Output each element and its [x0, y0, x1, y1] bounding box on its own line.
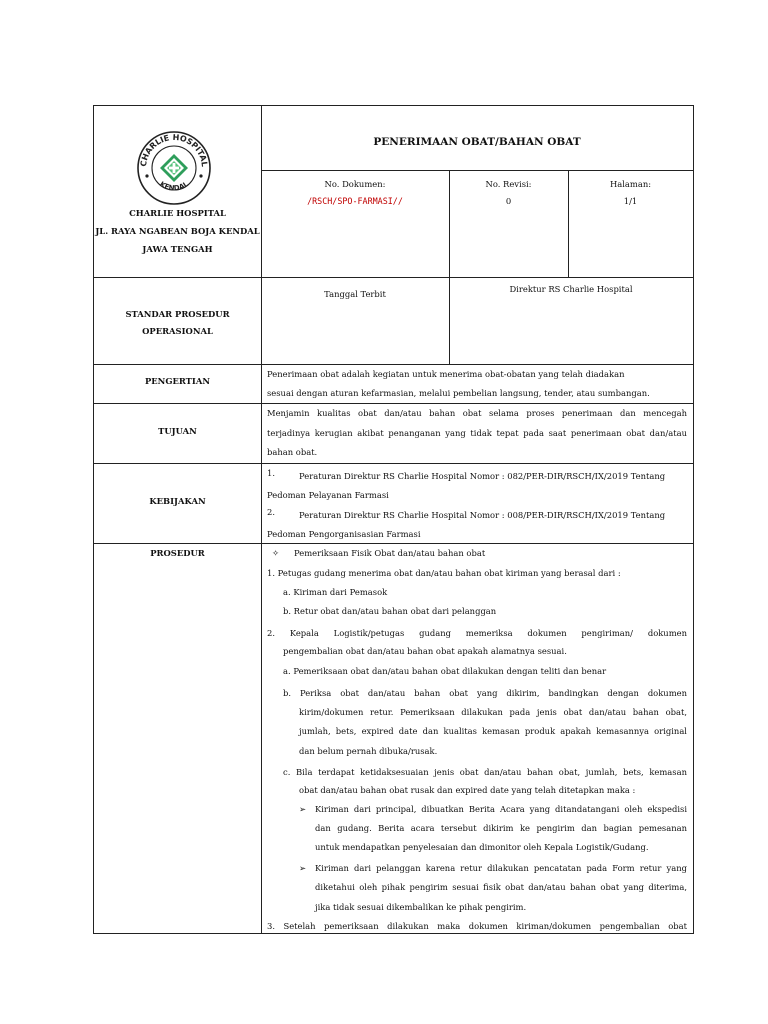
page-label: Halaman: — [609, 179, 652, 189]
sop-label-line2: OPERASIONAL — [142, 326, 213, 336]
kebijakan-item2-line2: Pedoman Pengorganisasian Farmasi — [267, 529, 421, 539]
kebijakan-item2-line1: Peraturan Direktur RS Charlie Hospital Nomor : 008/PER-DIR/RSCH/IX/2019 Tentang — [299, 510, 666, 520]
pengertian-label: PENGERTIAN — [145, 376, 210, 386]
prosedur-step2b-line4: dan belum pernah dibuka/rusak. — [299, 746, 438, 756]
prosedur-bullet1-line1: Kiriman dari principal, dibuatkan Berita Acara yang ditandatangani oleh ekspedisi — [315, 804, 687, 814]
prosedur-bullet2-line3: jika tidak sesuai dikembalikan ke pihak pengirim. — [315, 902, 527, 912]
kebijakan-item1-number: 1. — [267, 468, 275, 478]
divider-title — [261, 170, 693, 171]
prosedur-bullet2-line1: Kiriman dari pelanggan karena retur dilakukan pencatatan pada Form retur yang — [315, 863, 687, 873]
tujuan-line3: bahan obat. — [267, 447, 318, 457]
revision-value: 0 — [505, 196, 512, 206]
pengertian-line1: Penerimaan obat adalah kegiatan untuk menerima obat-obatan yang telah diadakan — [267, 369, 625, 379]
revision-label: No. Revisi: — [485, 179, 532, 189]
tujuan-line1: Menjamin kualitas obat dan/atau bahan obat selama proses penerimaan dan mencegah — [267, 408, 687, 418]
director-label: Direktur RS Charlie Hospital — [509, 284, 633, 294]
issue-date-label: Tanggal Terbit — [324, 289, 386, 299]
kebijakan-item1-line1: Peraturan Direktur RS Charlie Hospital Nomor : 082/PER-DIR/RSCH/IX/2019 Tentang — [299, 471, 666, 481]
hospital-logo — [136, 130, 212, 206]
sop-document — [93, 105, 694, 934]
divider-tujuan — [94, 463, 693, 464]
prosedur-step2a: a. Pemeriksaan obat dan/atau bahan obat dilakukan dengan teliti dan benar — [283, 666, 607, 676]
prosedur-bullet1-line3: untuk mendapatkan penyelesaian dan dimonitor oleh Kepala Logistik/Gudang. — [315, 842, 649, 852]
doc-number-label: No. Dokumen: — [324, 179, 386, 189]
divider-label-column — [261, 364, 262, 933]
arrow-bullet-icon: ➢ — [299, 863, 307, 873]
divider-header-bottom — [94, 277, 693, 278]
prosedur-step2c-line1: c. Bila terdapat ketidaksesuaian jenis obat dan/atau bahan obat, jumlah, bets, kemasan — [283, 767, 687, 777]
prosedur-step2b-line2: kirim/dokumen retur. Pemeriksaan dilakukan pada jenis obat dan/atau bahan obat, — [299, 707, 687, 717]
prosedur-step2b-line3: jumlah, bets, expired date dan kualitas kemasan produk apakah kemasannya original — [299, 726, 687, 736]
kebijakan-label: KEBIJAKAN — [149, 496, 206, 506]
page-title: PENERIMAAN OBAT/BAHAN OBAT — [373, 136, 581, 148]
logo-top-text: CHARLIE HOSPITAL — [138, 132, 210, 168]
tujuan-line2: terjadinya kerugian akibat penanganan yang tidak tepat pada saat penerimaan obat dan/atau — [267, 428, 687, 438]
page-value: 1/1 — [623, 196, 638, 206]
doc-number-value: /RSCH/SPO-FARMASI// — [307, 196, 403, 206]
green-cross-emblem-icon — [160, 154, 188, 182]
prosedur-step2c-line2: obat dan/atau bahan obat rusak dan expired date yang telah ditetapkan maka : — [299, 785, 636, 795]
hospital-address-line1: JL. RAYA NGABEAN BOJA KENDAL — [95, 226, 260, 236]
tujuan-label: TUJUAN — [158, 426, 197, 436]
hospital-name: CHARLIE HOSPITAL — [129, 208, 226, 218]
hospital-address-line2: JAWA TENGAH — [142, 244, 213, 254]
prosedur-bullet2-line2: diketahui oleh pihak pengirim sesuai fisik obat dan/atau bahan obat yang diterima, — [315, 882, 687, 892]
logo-bottom-text: KENDAL — [158, 180, 190, 193]
diamond-bullet-icon: ✧ — [272, 548, 280, 558]
prosedur-step2-line2: pengembalian obat dan/atau bahan obat apakah alamatnya sesuai. — [283, 646, 567, 656]
prosedur-step2-line1: 2. Kepala Logistik/petugas gudang memeriksa dokumen pengiriman/ dokumen — [267, 628, 687, 638]
kebijakan-item1-line2: Pedoman Pelayanan Farmasi — [267, 490, 389, 500]
prosedur-step1a: a. Kiriman dari Pemasok — [283, 587, 388, 597]
prosedur-step3-line1: 3. Setelah pemeriksaan dilakukan maka dokumen kiriman/dokumen pengembalian obat — [267, 921, 687, 931]
prosedur-heading: Pemeriksaan Fisik Obat dan/atau bahan obat — [294, 548, 486, 558]
prosedur-bullet1-line2: dan gudang. Berita acara tersebut dikirim ke pengirim dan bagian pemesanan — [315, 823, 687, 833]
prosedur-step2b-line1: b. Periksa obat dan/atau bahan obat yang dikirim, bandingkan dengan dokumen — [283, 688, 687, 698]
pengertian-line2: sesuai dengan aturan kefarmasian, melalui pembelian langsung, tender, atau sumbangan. — [267, 388, 650, 398]
prosedur-step1b: b. Retur obat dan/atau bahan obat dari pelanggan — [283, 606, 497, 616]
kebijakan-item2-number: 2. — [267, 507, 275, 517]
arrow-bullet-icon: ➢ — [299, 804, 307, 814]
prosedur-step1: 1. Petugas gudang menerima obat dan/atau bahan obat kiriman yang berasal dari : — [267, 568, 621, 578]
sop-label-line1: STANDAR PROSEDUR — [125, 309, 230, 319]
prosedur-label: PROSEDUR — [150, 548, 205, 558]
